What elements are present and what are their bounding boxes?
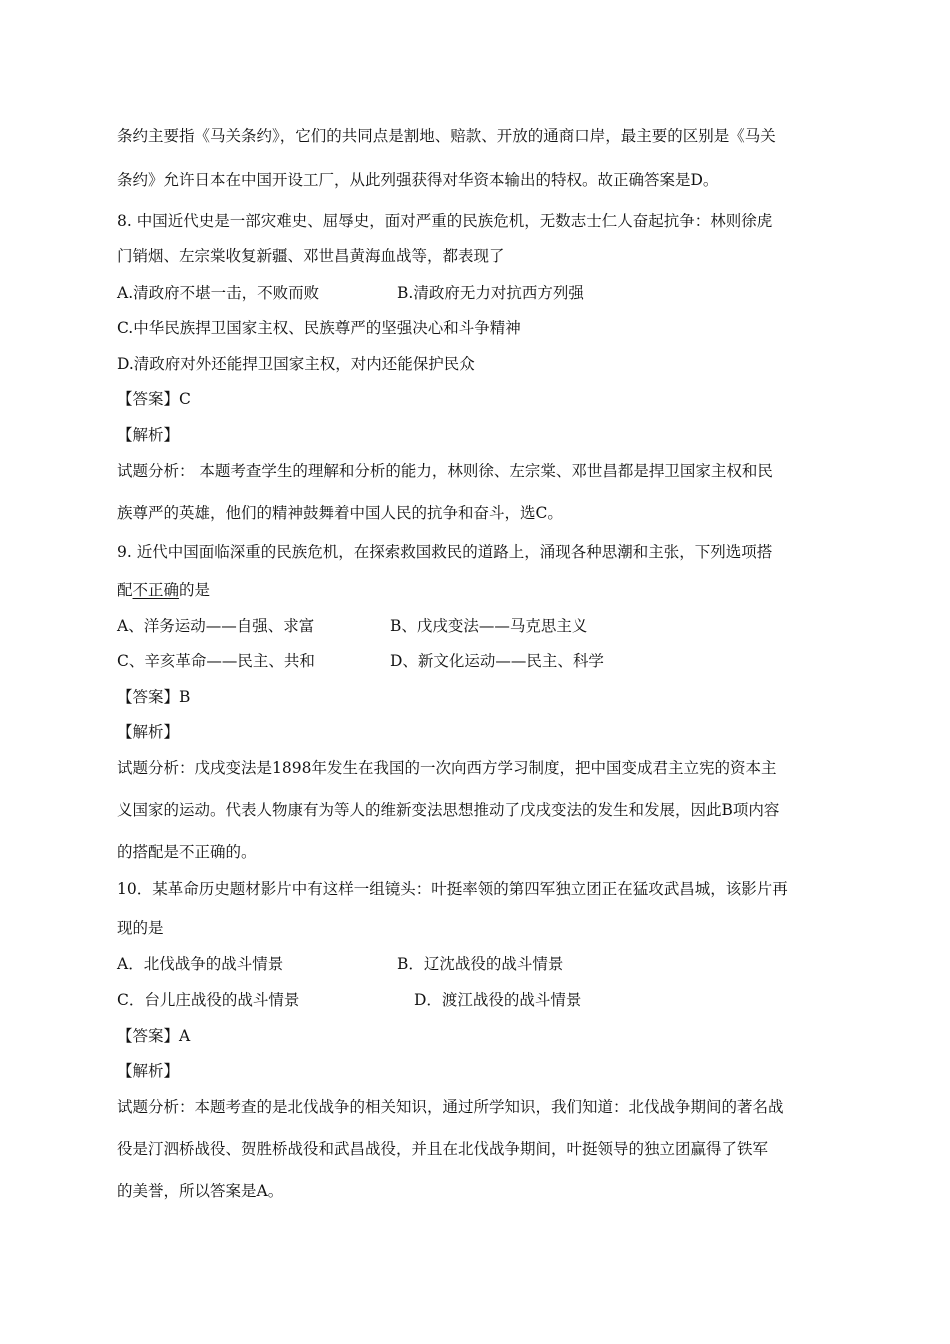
q10-option-c: C．台儿庄战役的战斗情景: [117, 991, 300, 1009]
q10-options-row-2: [117, 990, 582, 1010]
q9-stem-line-2: [117, 580, 210, 600]
q8-option-d: D.清政府对外还能捍卫国家主权，对内还能保护民众: [117, 355, 475, 373]
q9-options-row-2: [117, 651, 604, 671]
continuation-line-2: 条约》允许日本在中国开设工厂，从此列强获得对华资本输出的特权。故正确答案是D。: [117, 171, 719, 189]
q8-answer: 【答案】C: [117, 390, 191, 408]
q8-option-b: B.清政府无力对抗西方列强: [397, 284, 584, 302]
q8-analysis-line-1: 试题分析： 本题考查学生的理解和分析的能力，林则徐、左宗棠、邓世昌都是捍卫国家主权和民: [117, 462, 773, 480]
q9-stem-prefix: 配: [117, 581, 133, 599]
q8-analysis-line-2: 族尊严的英雄，他们的精神鼓舞着中国人民的抗争和奋斗，选C。: [117, 504, 563, 522]
q8-option-a: A.清政府不堪一击，不败而败: [117, 284, 320, 302]
q9-analysis-line-2: 义国家的运动。代表人物康有为等人的维新变法思想推动了戊戌变法的发生和发展，因此B项内容: [117, 801, 780, 819]
q9-analysis-label: 【解析】: [117, 723, 180, 741]
q9-options-row-1: [117, 616, 588, 636]
q8-stem-line-1: 8. 中国近代史是一部灾难史、屈辱史，面对严重的民族危机，无数志士仁人奋起抗争：林则徐虎: [117, 212, 773, 230]
q10-analysis-line-3: 的美誉，所以答案是A。: [117, 1182, 284, 1200]
q10-analysis-label: 【解析】: [117, 1062, 180, 1080]
continuation-line-1: 条约主要指《马关条约》，它们的共同点是割地、赔款、开放的通商口岸，最主要的区别是《马关: [117, 127, 776, 145]
q9-stem-line-1: 9. 近代中国面临深重的民族危机，在探索救国救民的道路上，涌现各种思潮和主张，下列选项搭: [117, 543, 773, 561]
q8-option-c: C.中华民族捍卫国家主权、民族尊严的坚强决心和斗争精神: [117, 319, 521, 337]
q9-stem-suffix: 的是: [179, 581, 211, 599]
q10-option-d: D．渡江战役的战斗情景: [414, 991, 582, 1009]
q8-analysis-label: 【解析】: [117, 426, 180, 444]
q10-option-a: A．北伐战争的战斗情景: [117, 955, 284, 973]
q8-options-row-1: [117, 283, 584, 303]
q10-option-b: B．辽沈战役的战斗情景: [397, 955, 564, 973]
q10-stem-line-2: 现的是: [117, 919, 164, 937]
q10-analysis-line-2: 役是汀泗桥战役、贺胜桥战役和武昌战役，并且在北伐战争期间，叶挺领导的独立团赢得了铁军: [117, 1140, 769, 1158]
q9-option-a: A、洋务运动——自强、求富: [117, 617, 315, 635]
q10-answer: 【答案】A: [117, 1027, 191, 1045]
q8-stem-line-2: 门销烟、左宗棠收复新疆、邓世昌黄海血战等，都表现了: [117, 247, 505, 265]
q10-options-row-1: [117, 954, 564, 974]
q9-analysis-line-3: 的搭配是不正确的。: [117, 843, 257, 861]
q9-analysis-line-1: 试题分析：戊戌变法是1898年发生在我国的一次向西方学习制度，把中国变成君主立宪的资本主: [117, 759, 777, 777]
q10-stem-line-1: 10．某革命历史题材影片中有这样一组镜头：叶挺率领的第四军独立团正在猛攻武昌城，该影片再: [117, 880, 788, 898]
q9-answer: 【答案】B: [117, 688, 191, 706]
q9-option-b: B、戊戌变法——马克思主义: [390, 617, 588, 635]
q10-analysis-line-1: 试题分析：本题考查的是北伐战争的相关知识，通过所学知识，我们知道：北伐战争期间的著名战: [117, 1098, 784, 1116]
q9-option-c: C、辛亥革命——民主、共和: [117, 652, 315, 670]
q9-option-d: D、新文化运动——民主、科学: [390, 652, 604, 670]
q9-stem-underlined: 不正确: [132, 581, 180, 599]
